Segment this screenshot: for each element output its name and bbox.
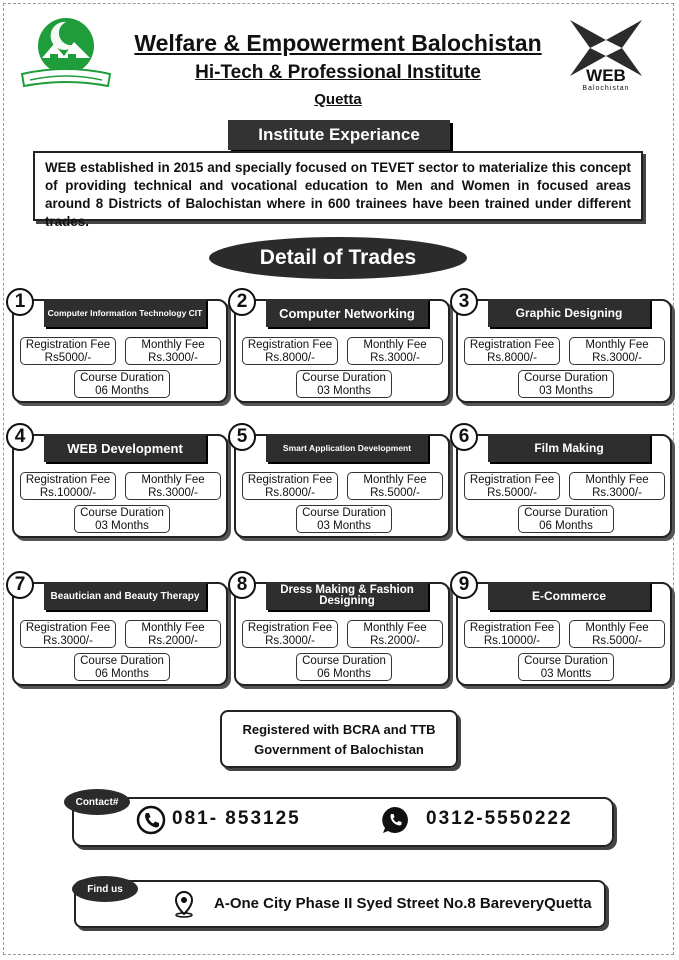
registration-fee-label: Registration Fee xyxy=(469,622,555,634)
course-duration-value: 03 Montts xyxy=(540,667,592,680)
trade-name: Smart Application Development xyxy=(266,434,428,462)
registration-fee-box xyxy=(464,337,560,365)
trade-name: Dress Making & Fashion Designing xyxy=(266,582,428,610)
trade-number: 4 xyxy=(6,423,34,451)
registration-fee-box xyxy=(242,472,338,500)
monthly-fee-box xyxy=(347,620,443,648)
trade-card xyxy=(456,299,672,403)
trade-card xyxy=(12,299,228,403)
trade-number: 2 xyxy=(228,288,256,316)
monthly-fee-box xyxy=(347,337,443,365)
registration-fee-label: Registration Fee xyxy=(247,339,333,351)
registration-fee-label: Registration Fee xyxy=(469,339,555,351)
trade-card xyxy=(234,434,450,538)
trade-card xyxy=(12,434,228,538)
course-duration-box xyxy=(296,370,392,398)
registration-fee-value: Rs.10000/- xyxy=(39,486,97,499)
phone-number-landline[interactable]: 081- 853125 xyxy=(172,808,301,829)
page-title: Welfare & Empowerment Balochistan xyxy=(134,30,542,56)
trade-name: WEB Development xyxy=(44,434,206,462)
course-duration-value: 03 Months xyxy=(95,519,149,532)
course-duration-value: 06 Months xyxy=(539,519,593,532)
location-pin-icon xyxy=(172,890,196,918)
registration-fee-box xyxy=(20,620,116,648)
course-duration-value: 06 Months xyxy=(317,667,371,680)
monthly-fee-box xyxy=(569,337,665,365)
trade-number: 3 xyxy=(450,288,478,316)
monthly-fee-value: Rs.3000/- xyxy=(148,351,198,364)
trade-name: Film Making xyxy=(488,434,650,462)
address-text: A-One City Phase II Syed Street No.8 BareveryQuetta xyxy=(214,895,592,912)
trade-card xyxy=(456,434,672,538)
course-duration-box xyxy=(74,370,170,398)
registration-fee-value: Rs.8000/- xyxy=(265,351,315,364)
registration-fee-label: Registration Fee xyxy=(25,339,111,351)
trade-name: Computer Networking xyxy=(266,299,428,327)
monthly-fee-label: Monthly Fee xyxy=(363,622,427,634)
registration-fee-label: Registration Fee xyxy=(247,474,333,486)
course-duration-box xyxy=(74,505,170,533)
trade-card xyxy=(12,582,228,686)
course-duration-value: 06 Months xyxy=(95,667,149,680)
course-duration-label: Course Duration xyxy=(524,372,608,384)
monthly-fee-value: Rs.5000/- xyxy=(592,634,642,647)
monthly-fee-value: Rs.3000/- xyxy=(370,351,420,364)
monthly-fee-label: Monthly Fee xyxy=(141,339,205,351)
course-duration-value: 03 Months xyxy=(317,384,371,397)
experience-text: WEB established in 2015 and specially focused on TEVET sector to materialize this concept of providing technical and vocational education to Men and Women in focused areas around 8 Districts of Balochistan where in 600 trainees have been trained under different trades. xyxy=(33,151,643,221)
monthly-fee-label: Monthly Fee xyxy=(363,339,427,351)
registration-fee-value: Rs.3000/- xyxy=(265,634,315,647)
course-duration-label: Course Duration xyxy=(302,372,386,384)
trade-number: 9 xyxy=(450,571,478,599)
registration-fee-value: Rs5000/- xyxy=(44,351,92,364)
web-logo-text: WEB xyxy=(586,66,626,85)
monthly-fee-box xyxy=(347,472,443,500)
monthly-fee-value: Rs.2000/- xyxy=(148,634,198,647)
registration-fee-box xyxy=(242,620,338,648)
trade-number: 5 xyxy=(228,423,256,451)
course-duration-box xyxy=(296,505,392,533)
registration-fee-value: Rs.8000/- xyxy=(265,486,315,499)
monthly-fee-label: Monthly Fee xyxy=(585,339,649,351)
course-duration-label: Course Duration xyxy=(80,655,164,667)
trade-card xyxy=(234,299,450,403)
phone-number-mobile[interactable]: 0312-5550222 xyxy=(426,808,573,829)
course-duration-label: Course Duration xyxy=(524,655,608,667)
course-duration-box xyxy=(296,653,392,681)
registration-fee-value: Rs.5000/- xyxy=(487,486,537,499)
course-duration-value: 03 Months xyxy=(539,384,593,397)
monthly-fee-box xyxy=(569,472,665,500)
trade-card xyxy=(456,582,672,686)
monthly-fee-label: Monthly Fee xyxy=(585,622,649,634)
monthly-fee-label: Monthly Fee xyxy=(585,474,649,486)
trade-name: Beautician and Beauty Therapy xyxy=(44,582,206,610)
monthly-fee-box xyxy=(125,337,221,365)
find-us-label: Find us xyxy=(72,876,138,902)
registration-fee-value: Rs.3000/- xyxy=(43,634,93,647)
monthly-fee-label: Monthly Fee xyxy=(363,474,427,486)
trade-name: Computer Information Technology CIT xyxy=(44,299,206,327)
registration-fee-box xyxy=(242,337,338,365)
course-duration-box xyxy=(518,653,614,681)
registration-box xyxy=(220,710,458,768)
course-duration-box xyxy=(518,370,614,398)
registration-fee-label: Registration Fee xyxy=(469,474,555,486)
registration-fee-value: Rs.10000/- xyxy=(483,634,541,647)
trade-number: 8 xyxy=(228,571,256,599)
trade-number: 6 xyxy=(450,423,478,451)
trade-name: E-Commerce xyxy=(488,582,650,610)
trade-name: Graphic Designing xyxy=(488,299,650,327)
registration-fee-box xyxy=(20,472,116,500)
monthly-fee-value: Rs.5000/- xyxy=(370,486,420,499)
monthly-fee-label: Monthly Fee xyxy=(141,474,205,486)
trades-heading: Detail of Trades xyxy=(209,237,467,279)
course-duration-value: 03 Months xyxy=(317,519,371,532)
course-duration-label: Course Duration xyxy=(80,507,164,519)
course-duration-label: Course Duration xyxy=(80,372,164,384)
whatsapp-icon xyxy=(380,805,410,835)
trade-number: 7 xyxy=(6,571,34,599)
registration-fee-label: Registration Fee xyxy=(25,474,111,486)
trade-card xyxy=(234,582,450,686)
registration-fee-box xyxy=(464,620,560,648)
city-label: Quetta xyxy=(314,91,362,108)
registration-fee-box xyxy=(464,472,560,500)
registration-fee-label: Registration Fee xyxy=(25,622,111,634)
monthly-fee-box xyxy=(125,620,221,648)
course-duration-box xyxy=(74,653,170,681)
monthly-fee-value: Rs.3000/- xyxy=(592,351,642,364)
registration-fee-box xyxy=(20,337,116,365)
experience-heading: Institute Experiance xyxy=(228,120,450,150)
web-logo xyxy=(566,18,646,98)
registration-fee-value: Rs.8000/- xyxy=(487,351,537,364)
course-duration-label: Course Duration xyxy=(302,507,386,519)
course-duration-label: Course Duration xyxy=(524,507,608,519)
trade-number: 1 xyxy=(6,288,34,316)
monthly-fee-value: Rs.3000/- xyxy=(592,486,642,499)
government-logo xyxy=(20,16,112,94)
web-logo-subtext: Balochistan xyxy=(582,85,630,92)
monthly-fee-label: Monthly Fee xyxy=(141,622,205,634)
contact-label: Contact# xyxy=(64,789,130,815)
phone-icon xyxy=(136,805,166,835)
course-duration-label: Course Duration xyxy=(302,655,386,667)
course-duration-value: 06 Months xyxy=(95,384,149,397)
page-subtitle: Hi-Tech & Professional Institute xyxy=(195,62,481,83)
registration-line-1: Registered with BCRA and TTB xyxy=(242,722,436,737)
registration-line-2: Government of Balochistan xyxy=(254,742,424,757)
monthly-fee-value: Rs.2000/- xyxy=(370,634,420,647)
registration-fee-label: Registration Fee xyxy=(247,622,333,634)
course-duration-box xyxy=(518,505,614,533)
monthly-fee-value: Rs.3000/- xyxy=(148,486,198,499)
monthly-fee-box xyxy=(569,620,665,648)
monthly-fee-box xyxy=(125,472,221,500)
